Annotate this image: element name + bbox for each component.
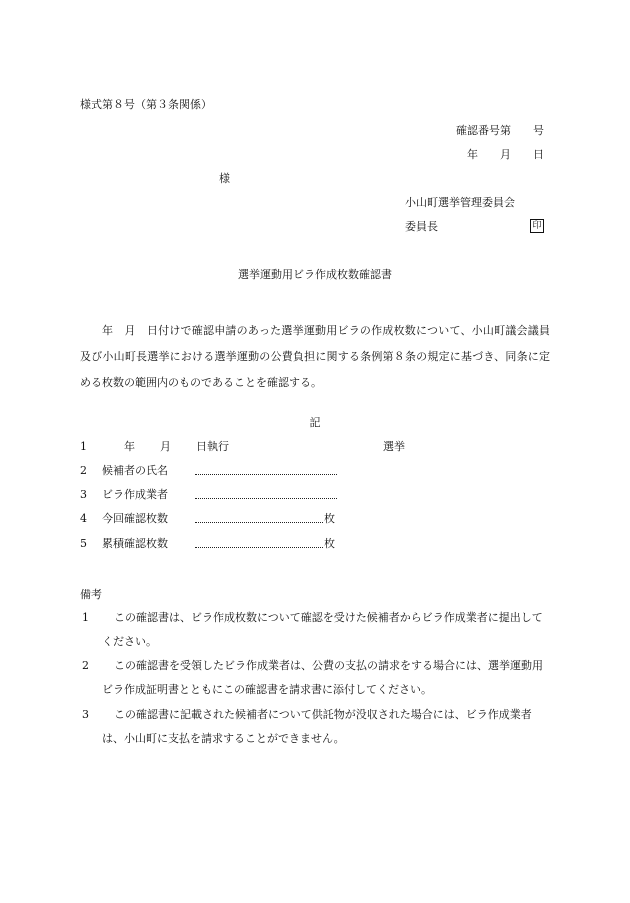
document-title: 選挙運動用ビラ作成枚数確認書 [238, 268, 392, 281]
note-number: 1 [82, 611, 89, 624]
fill-in-line[interactable] [195, 474, 337, 475]
item-number: 1 [80, 440, 87, 453]
confirmation-number: 確認番号第 号 [456, 124, 544, 137]
unit-label: 枚 [324, 537, 335, 550]
item-label: ビラ作成業者 [102, 488, 168, 501]
item-label: 累積確認枚数 [102, 537, 168, 550]
fill-in-line[interactable] [195, 522, 323, 523]
notes-heading: 備考 [80, 588, 102, 601]
fill-in-line[interactable] [195, 498, 337, 499]
item-number: 5 [80, 537, 87, 550]
item-number: 4 [80, 512, 87, 525]
note-1 [82, 606, 550, 654]
body-paragraph: 年 月 日付けで確認申請のあった選挙運動用ビラの作成枚数について、小山町議会議員及び小山町長選挙における選挙運動の公費負担に関する条例第８条の規定に基づき、同条に定める枚数の範囲内のものであることを確認する。 [80, 324, 550, 389]
note-number: 3 [82, 708, 89, 721]
note-text: この確認書を受領したビラ作成業者は、公費の支払の請求をする場合には、選挙運動用ビラ作成証明書とともにこの確認書を請求書に添付してください。 [102, 659, 543, 696]
addressee-honorific: 様 [219, 172, 230, 185]
item-label: 候補者の氏名 [102, 464, 168, 477]
note-text: この確認書に記載された候補者について供託物が没収された場合には、ビラ作成業者は、小山町に支払を請求することができません。 [102, 708, 532, 745]
seal-stamp: 印 [530, 219, 544, 233]
executed-label: 日執行 [196, 440, 229, 453]
election-label: 選挙 [383, 440, 405, 453]
note-2 [82, 654, 550, 702]
item-number: 3 [80, 488, 87, 501]
note-number: 2 [82, 659, 89, 672]
date-line: 年 月 日 [467, 148, 544, 161]
year-label: 年 [124, 440, 135, 453]
form-number: 様式第８号（第３条関係） [80, 98, 212, 111]
item-label: 今回確認枚数 [102, 512, 168, 525]
unit-label: 枚 [324, 512, 335, 525]
note-text: この確認書は、ビラ作成枚数について確認を受けた候補者からビラ作成業者に提出してください。 [102, 611, 543, 648]
note-3 [82, 703, 550, 751]
ki-heading: 記 [309, 416, 321, 429]
issuer-organization: 小山町選挙管理委員会 [405, 196, 515, 209]
month-label: 月 [160, 440, 171, 453]
item-number: 2 [80, 464, 87, 477]
fill-in-line[interactable] [195, 547, 323, 548]
issuer-title: 委員長 [405, 220, 438, 233]
